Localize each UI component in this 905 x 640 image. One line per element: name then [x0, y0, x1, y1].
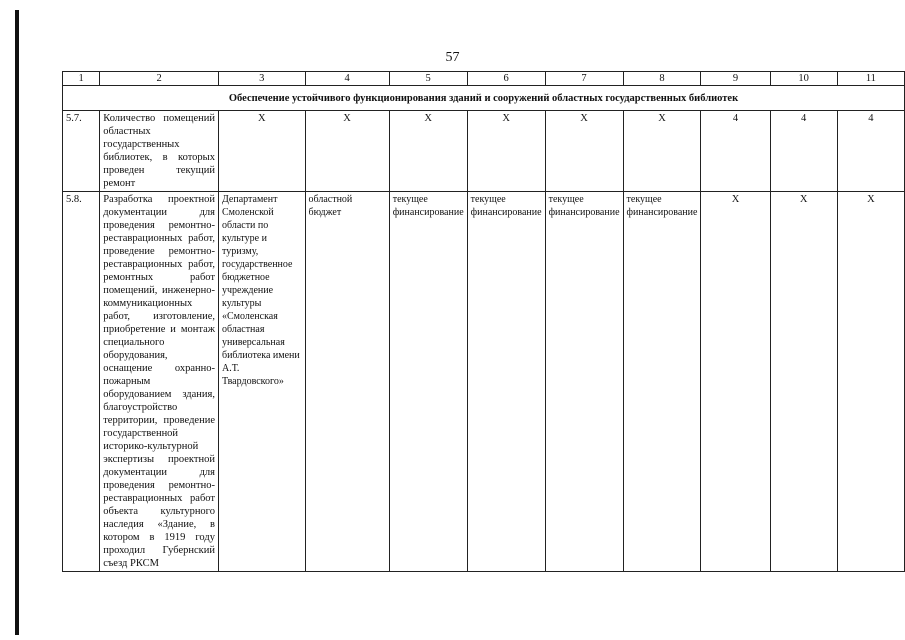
- column-number-row: [63, 72, 905, 86]
- col-header: 9: [701, 72, 770, 86]
- cell: 4: [701, 111, 770, 192]
- scan-edge-bar: [15, 10, 19, 635]
- cell: Департамент Смоленской области по культуре и туризму, государственное бюджетное учреждение культуры «Смоленская областная универсальная библиотека имени А.Т. Твардовского»: [218, 192, 305, 572]
- col-header: 5: [389, 72, 467, 86]
- cell: текущее финансирование: [389, 192, 467, 572]
- cell: 4: [770, 111, 837, 192]
- col-header: 2: [100, 72, 219, 86]
- cell: областной бюджет: [305, 192, 389, 572]
- row-description: Разработка проектной документации для проведения ремонтно-реставрационных работ, проведение ремонтно-реставрационных работ, ремонтных работ помещений, инженерно-коммуникационных работ, изготовление, приобретение и монтаж специального оборудования, оснащение охранно-пожарным оборудованием здания, благоустройство территории, проведение государственной историко-культурной экспертизы проектной документации для проведения ремонтно-реставрационных работ объекта культурного наследия «Здание, в котором в 1919 году проходил Губернский съезд РКСМ: [100, 192, 219, 572]
- col-header: 7: [545, 72, 623, 86]
- cell: X: [623, 111, 701, 192]
- cell: X: [545, 111, 623, 192]
- section-title: Обеспечение устойчивого функционирования зданий и сооружений областных государственных библиотек: [63, 86, 905, 111]
- table-row: [63, 192, 905, 572]
- cell: текущее финансирование: [623, 192, 701, 572]
- table-row: [63, 111, 905, 192]
- col-header: 6: [467, 72, 545, 86]
- row-number: 5.7.: [63, 111, 100, 192]
- section-title-row: [63, 86, 905, 111]
- col-header: 10: [770, 72, 837, 86]
- cell: X: [467, 111, 545, 192]
- col-header: 11: [837, 72, 904, 86]
- page-number: 57: [445, 50, 460, 65]
- cell: X: [837, 192, 904, 572]
- program-table: [62, 71, 905, 572]
- cell: 4: [837, 111, 904, 192]
- cell: X: [389, 111, 467, 192]
- row-description: Количество помещений областных государственных библиотек, в которых проведен текущий ремонт: [100, 111, 219, 192]
- cell: X: [701, 192, 770, 572]
- col-header: 8: [623, 72, 701, 86]
- cell: текущее финансирование: [545, 192, 623, 572]
- cell: X: [305, 111, 389, 192]
- cell: X: [218, 111, 305, 192]
- col-header: 4: [305, 72, 389, 86]
- cell: X: [770, 192, 837, 572]
- col-header: 1: [63, 72, 100, 86]
- col-header: 3: [218, 72, 305, 86]
- cell: текущее финансирование: [467, 192, 545, 572]
- row-number: 5.8.: [63, 192, 100, 572]
